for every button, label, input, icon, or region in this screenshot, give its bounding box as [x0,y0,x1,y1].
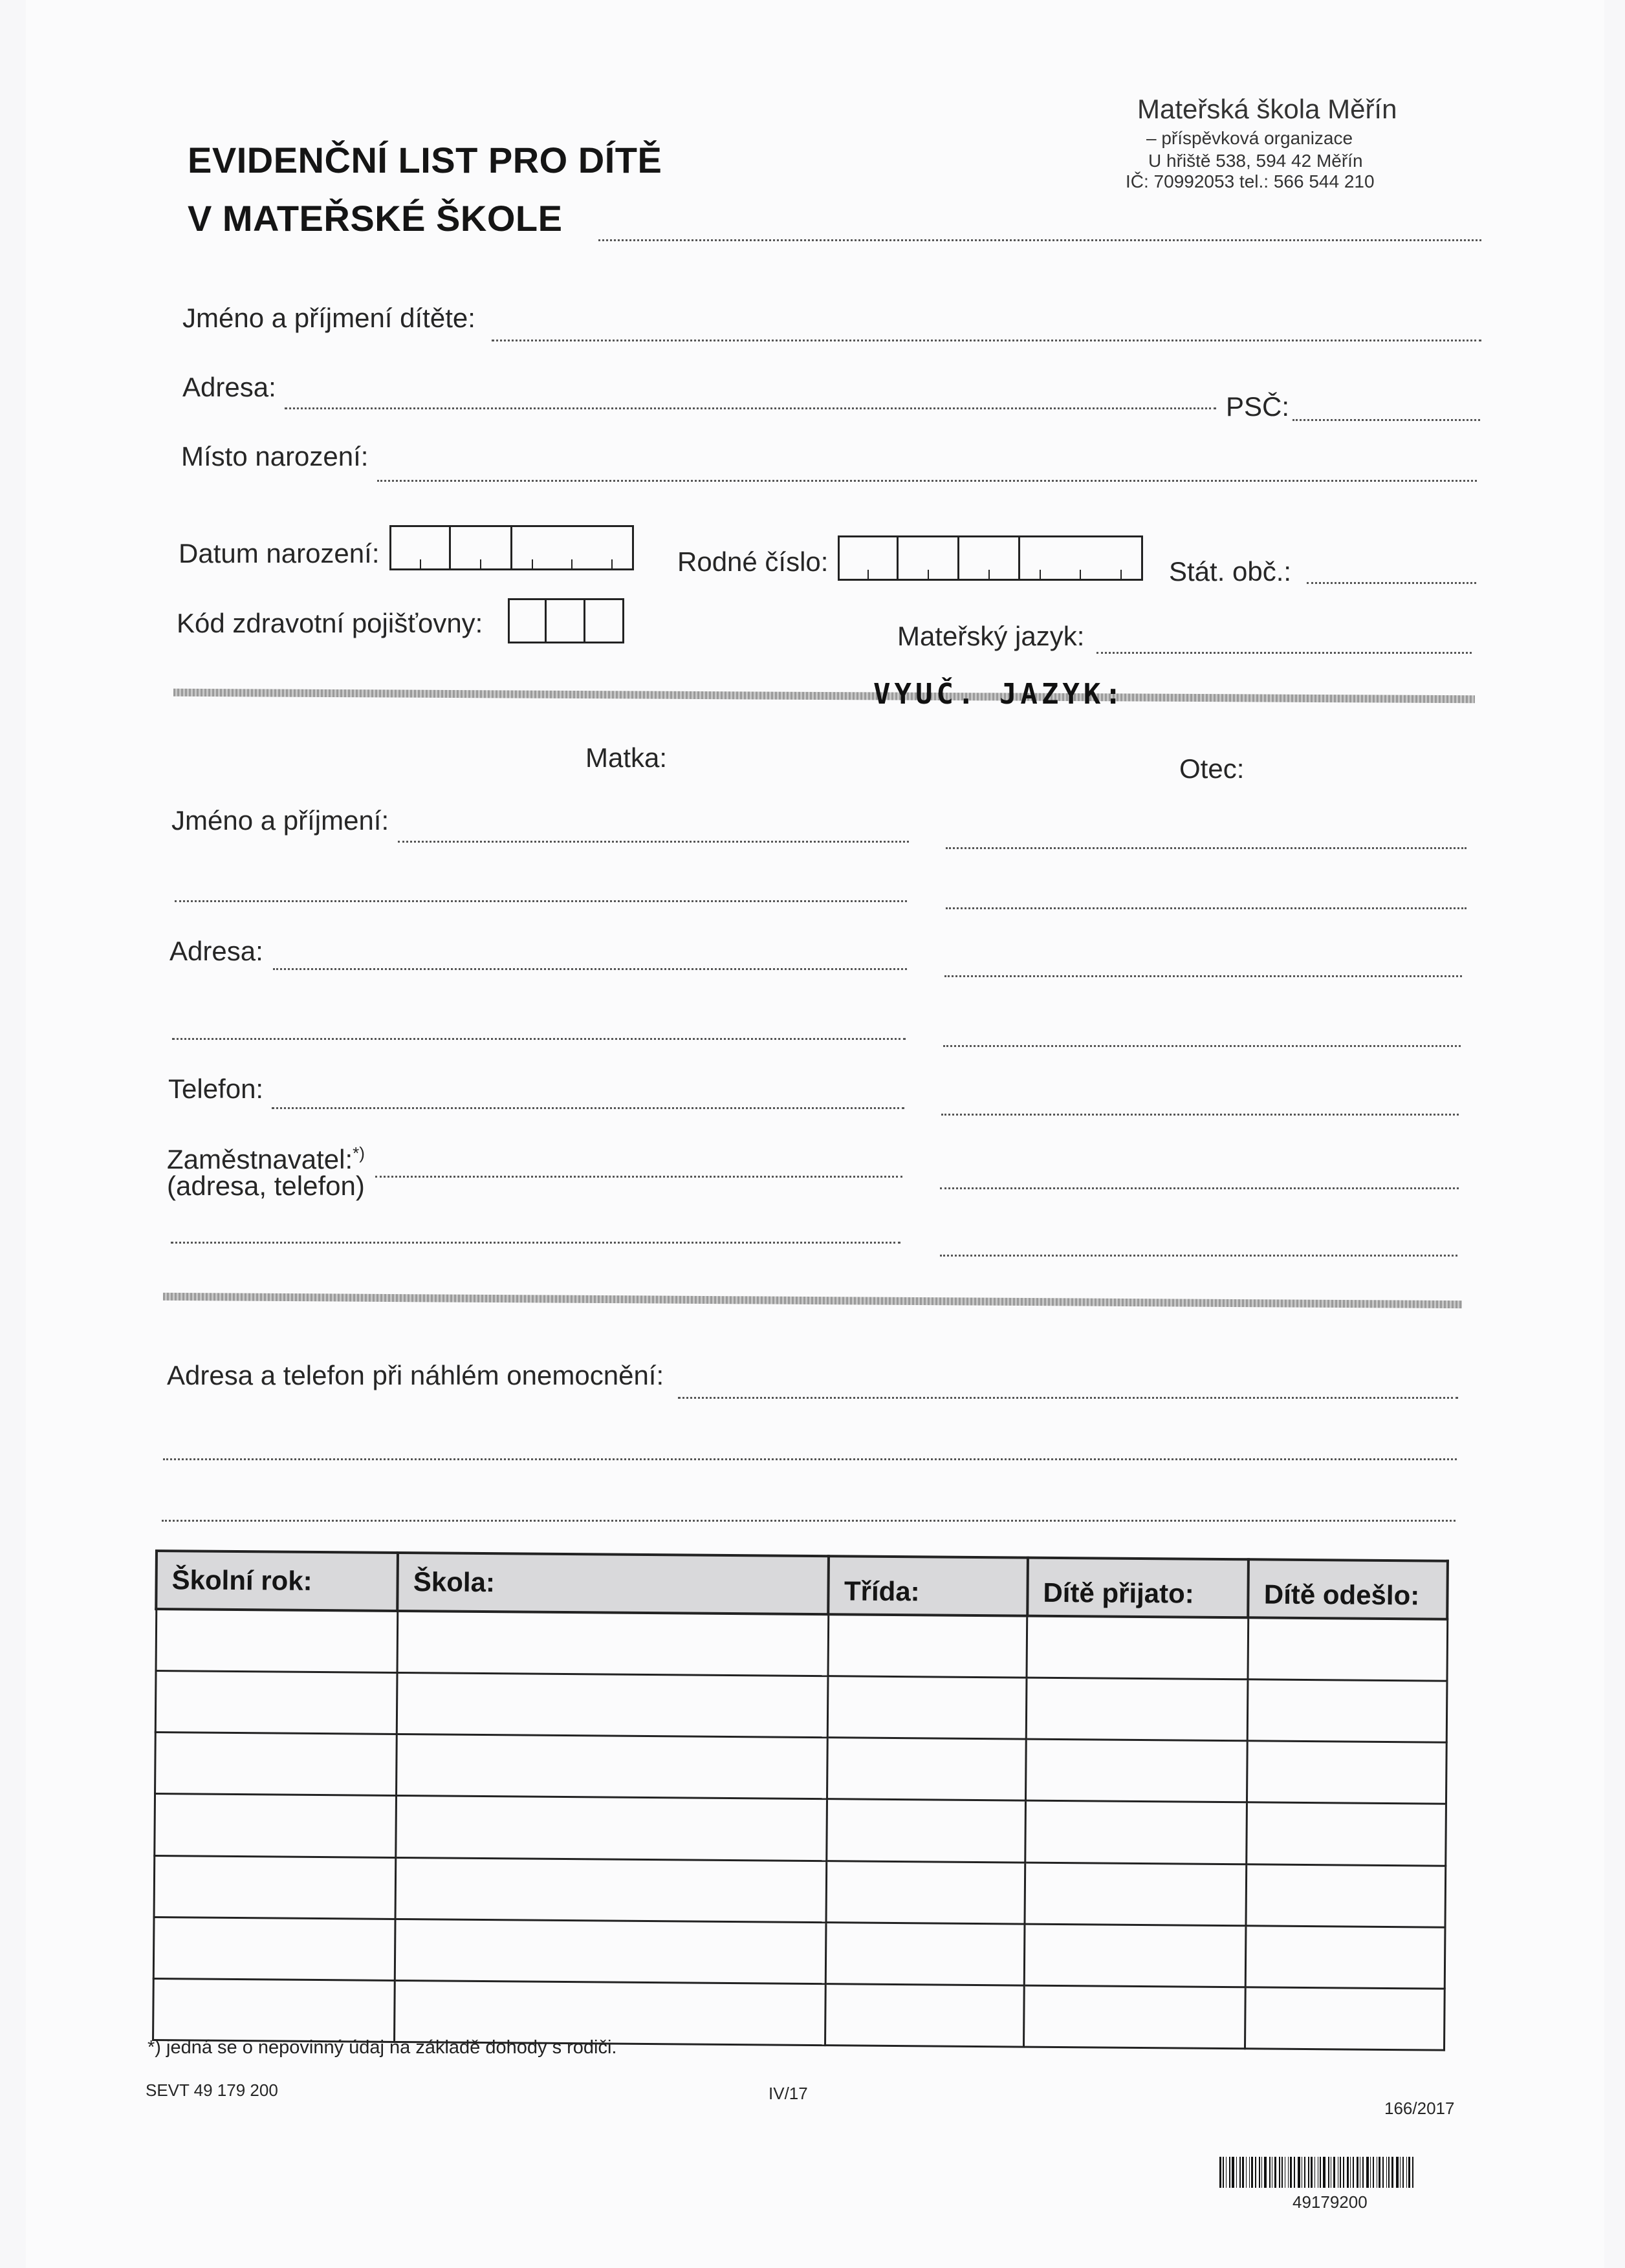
child-address-label: Adresa: [182,372,276,402]
table-cell[interactable] [827,1738,1026,1801]
birthdate-box-month[interactable] [451,525,512,570]
table-cell[interactable] [1024,1985,1245,2049]
father-employer-field[interactable] [940,1187,1459,1189]
emergency-field-3[interactable] [162,1520,1456,1522]
table-cell[interactable] [1245,1925,1445,1989]
birthdate-box-year[interactable] [512,525,634,570]
table-cell[interactable] [154,1855,396,1919]
table-cell[interactable] [827,1676,1027,1740]
parent-name-label: Jméno a příjmení: [171,805,389,836]
mother-employer-field-2[interactable] [171,1242,900,1244]
footnote: *) jedná se o nepovinný údaj na základě dohody s rodiči. [147,2037,617,2058]
table-cell[interactable] [1248,1617,1447,1681]
barcode [1219,2157,1449,2188]
emergency-field[interactable] [678,1397,1458,1399]
table-cell[interactable] [1247,1679,1446,1743]
birthplace-label: Místo narození: [181,441,369,471]
birthdate-boxes[interactable] [389,525,634,570]
employer-sublabel: (adresa, telefon) [167,1171,365,1201]
table-cell[interactable] [396,1734,827,1799]
insurance-box-3[interactable] [585,598,624,643]
school-address: U hřiště 538, 594 42 Měřín [1148,151,1363,171]
form-title-line2: V MATEŘSKÉ ŠKOLE [188,198,563,239]
child-name-field[interactable] [492,340,1481,341]
birthnumber-box-1[interactable] [838,535,899,581]
table-cell[interactable] [1027,1678,1248,1741]
table-cell[interactable] [826,1861,1025,1924]
table-cell[interactable] [395,1919,826,1983]
psc-label: PSČ: [1226,391,1290,422]
emergency-label: Adresa a telefon při náhlém onemocnění: [167,1360,664,1390]
table-cell[interactable] [827,1799,1026,1863]
father-name-field-2[interactable] [946,907,1467,909]
table-cell[interactable] [1025,1801,1247,1864]
table-cell[interactable] [153,1978,395,2042]
table-row [153,1917,1445,1989]
table-row [155,1671,1447,1743]
birthnumber-label: Rodné číslo: [677,546,829,577]
language-label: Mateřský jazyk: [897,621,1085,651]
school-type: – příspěvková organizace [1146,128,1353,148]
table-cell[interactable] [154,1794,396,1857]
psc-field[interactable] [1292,419,1480,421]
parent-address-label: Adresa: [169,936,263,966]
table-cell[interactable] [1247,1741,1446,1804]
table-cell[interactable] [828,1614,1027,1678]
table-cell[interactable] [1246,1864,1445,1927]
table-cell[interactable] [1247,1802,1446,1866]
language-field[interactable] [1096,652,1472,654]
table-cell[interactable] [1025,1924,1246,1987]
col-school-year: Školní rok: [156,1551,398,1611]
father-address-field-2[interactable] [943,1045,1461,1047]
table-row [155,1733,1446,1804]
table-row [154,1855,1446,1927]
table-cell[interactable] [153,1917,395,1980]
birthdate-box-day[interactable] [389,525,451,570]
col-school: Škola: [398,1553,829,1614]
father-employer-field-2[interactable] [940,1255,1457,1257]
table-cell[interactable] [825,1984,1024,2047]
father-name-field[interactable] [946,847,1467,849]
school-name: Mateřská škola Měřín [1137,94,1397,124]
table-cell[interactable] [156,1609,398,1673]
citizenship-field[interactable] [1307,582,1476,584]
barcode-number: 49179200 [1292,2192,1368,2212]
table-cell[interactable] [395,1857,827,1922]
table-cell[interactable] [397,1611,829,1676]
mother-address-field-2[interactable] [172,1038,906,1040]
mother-phone-field[interactable] [272,1107,904,1109]
table-cell[interactable] [1027,1616,1248,1679]
table-cell[interactable] [1025,1863,1246,1926]
table-row [156,1609,1448,1681]
form-code-right: 166/2017 [1384,2099,1455,2118]
father-heading: Otec: [1179,753,1245,784]
school-ids: IČ: 70992053 tel.: 566 544 210 [1126,171,1375,191]
form-title-line1: EVIDENČNÍ LIST PRO DÍTĚ [188,140,662,180]
birthnumber-box-2[interactable] [899,535,959,581]
insurance-label: Kód zdravotní pojišťovny: [177,608,483,638]
emergency-field-2[interactable] [163,1458,1457,1460]
birthplace-field[interactable] [377,480,1477,482]
handwritten-note: VYUČ. JAZYK: [873,678,1126,711]
table-cell[interactable] [397,1673,828,1738]
table-cell[interactable] [155,1733,397,1796]
insurance-box-1[interactable] [508,598,547,643]
col-class: Třída: [829,1556,1028,1615]
birthdate-label: Datum narození: [179,538,380,568]
table-cell[interactable] [155,1671,397,1734]
col-admitted: Dítě přijato: [1027,1558,1249,1618]
child-name-label: Jméno a příjmení dítěte: [182,303,475,333]
employer-footnote-mark: *) [353,1143,365,1163]
mother-name-field[interactable] [398,841,909,843]
mother-employer-field[interactable] [375,1176,902,1178]
employer-label-text: Zaměstnavatel: [167,1144,353,1174]
mother-name-field-2[interactable] [175,900,907,902]
form-code-left: SEVT 49 179 200 [146,2080,278,2100]
birthnumber-box-4[interactable] [1020,535,1143,581]
table-cell[interactable] [1245,1987,1444,2051]
birthnumber-box-3[interactable] [959,535,1020,581]
parent-phone-label: Telefon: [168,1074,264,1104]
insurance-box-2[interactable] [547,598,585,643]
citizenship-label: Stát. obč.: [1169,556,1292,587]
school-history-table [151,1550,1449,2051]
mother-heading: Matka: [585,742,668,773]
table-cell[interactable] [394,1980,825,2045]
table-header-row [156,1551,1448,1619]
col-left: Dítě odešlo: [1249,1559,1448,1619]
child-address-field[interactable] [285,407,1216,409]
insurance-boxes[interactable] [508,598,624,643]
father-address-field[interactable] [944,975,1462,977]
mother-address-field[interactable] [273,968,907,970]
table-cell[interactable] [825,1922,1025,1985]
birthnumber-boxes[interactable] [838,535,1143,581]
title-dotted-line [598,239,1481,241]
table-row [154,1794,1446,1866]
form-code-center: IV/17 [769,2084,808,2103]
table-cell[interactable] [396,1796,827,1861]
table-cell[interactable] [1026,1739,1247,1802]
father-phone-field[interactable] [941,1114,1459,1116]
